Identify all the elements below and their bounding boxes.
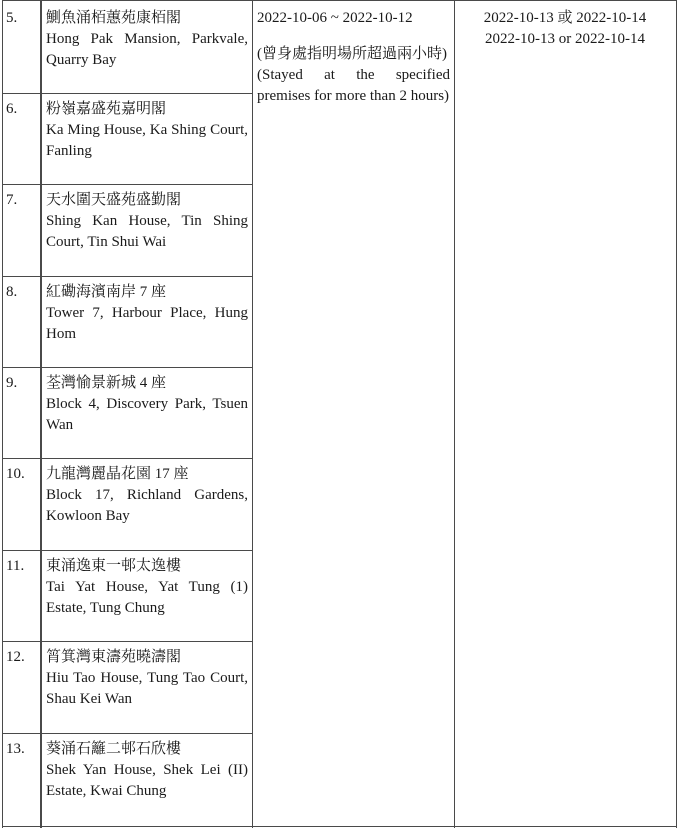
premises-name-zh: 葵涌石籬二邨石欣樓 — [46, 741, 182, 757]
premises-name-en: Shing Kan House, Tin Shing Court, Tin Shui Wai — [46, 213, 248, 250]
premises-cell — [46, 282, 248, 345]
premises-cell — [46, 99, 248, 162]
row-divider — [2, 367, 253, 368]
stay-note-en: (Stayed at the specified premises for more than 2 hours) — [257, 67, 450, 104]
premises-name-zh: 筲箕灣東濤苑曉濤閣 — [46, 649, 182, 665]
premises-cell — [46, 647, 248, 710]
premises-cell — [46, 190, 248, 253]
premises-cell — [46, 739, 248, 802]
premises-name-en: Shek Yan House, Shek Lei (II) Estate, Kwai Chung — [46, 762, 248, 799]
stay-note-zh: (曾身處指明場所超過兩小時) — [257, 46, 447, 62]
table-border-top — [2, 0, 677, 1]
premises-name-en: Hiu Tao House, Tung Tao Court, Shau Kei Wan — [46, 670, 248, 707]
row-divider — [2, 550, 253, 551]
row-divider — [2, 458, 253, 459]
row-number: 9. — [6, 375, 18, 391]
premises-cell — [46, 373, 248, 436]
row-divider — [2, 641, 253, 642]
row-number: 5. — [6, 10, 18, 26]
premises-cell — [46, 464, 248, 527]
table-border-right — [676, 0, 677, 828]
premises-name-en: Block 17, Richland Gardens, Kowloon Bay — [46, 487, 248, 524]
row-number: 8. — [6, 284, 18, 300]
row-divider — [2, 276, 253, 277]
row-number: 13. — [6, 741, 25, 757]
test-date-zh: 2022-10-13 或 2022-10-14 — [483, 10, 647, 26]
premises-name-zh: 東涌逸東一邨太逸樓 — [46, 558, 182, 574]
premises-name-zh: 紅磡海濱南岸 7 座 — [46, 284, 167, 300]
premises-name-zh: 九龍灣麗晶花園 17 座 — [46, 466, 189, 482]
premises-cell — [46, 556, 248, 619]
table-border-name-col — [252, 0, 253, 828]
row-number: 7. — [6, 192, 18, 208]
premises-name-en: Block 4, Discovery Park, Tsuen Wan — [46, 396, 248, 433]
visit-date-cell — [257, 8, 450, 107]
test-date-cell — [458, 8, 672, 50]
row-number: 6. — [6, 101, 18, 117]
premises-name-zh: 荃灣愉景新城 4 座 — [46, 375, 167, 391]
premises-name-en: Ka Ming House, Ka Shing Court, Fanling — [46, 122, 248, 159]
row-number: 12. — [6, 649, 25, 665]
premises-name-en: Tower 7, Harbour Place, Hung Hom — [46, 305, 248, 342]
premises-name-zh: 鰂魚涌栢蕙苑康栢閣 — [46, 10, 182, 26]
table-border-number-col — [41, 0, 42, 828]
premises-name-zh: 粉嶺嘉盛苑嘉明閣 — [46, 101, 167, 117]
test-date-en: 2022-10-13 or 2022-10-14 — [485, 31, 645, 47]
row-divider — [2, 184, 253, 185]
row-divider — [2, 733, 253, 734]
premises-name-zh: 天水圍天盛苑盛勤閣 — [46, 192, 182, 208]
visit-date-range: 2022-10-06 ~ 2022-10-12 — [257, 10, 413, 26]
table-border-bottom — [2, 826, 677, 827]
premises-cell — [46, 8, 248, 71]
table-border-date-col — [454, 0, 455, 828]
row-number: 11. — [6, 558, 25, 574]
row-divider — [2, 93, 253, 94]
premises-name-en: Tai Yat House, Yat Tung (1) Estate, Tung Chung — [46, 579, 248, 616]
table-border-left — [2, 0, 3, 828]
row-number: 10. — [6, 466, 25, 482]
premises-name-en: Hong Pak Mansion, Parkvale, Quarry Bay — [46, 31, 248, 68]
